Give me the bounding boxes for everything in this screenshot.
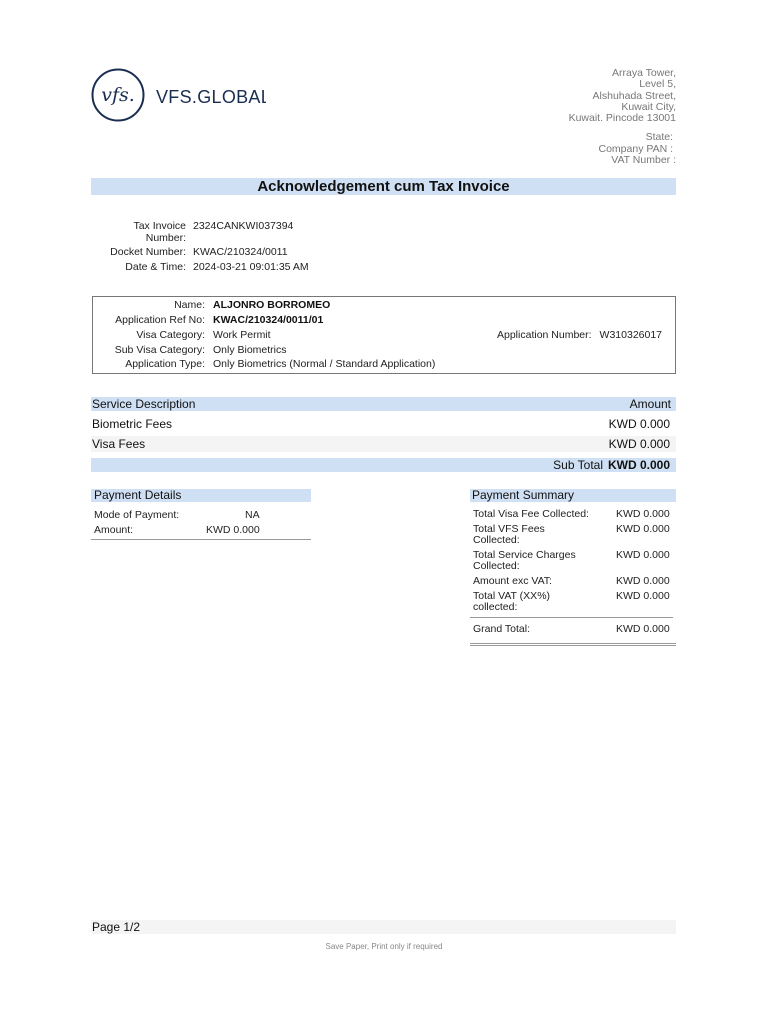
- service-charges-row: [470, 550, 676, 572]
- docket-value: KWAC/210324/0011: [193, 246, 288, 258]
- application-number: [497, 329, 662, 342]
- date-row: [91, 262, 491, 274]
- address-line-4: Kuwait City,: [621, 100, 676, 113]
- visa-category-value: Work Permit: [213, 329, 271, 341]
- state-label: State:: [645, 131, 673, 144]
- payment-summary: [470, 509, 676, 646]
- vfs-logo-mark: [91, 68, 266, 122]
- address-line-2: Level 5,: [639, 78, 676, 91]
- name-row: [93, 299, 330, 312]
- save-paper-note: Save Paper, Print only if required: [325, 942, 443, 951]
- amount-exc-vat-value: KWD 0.000: [616, 575, 670, 587]
- service-name: Visa Fees: [92, 437, 146, 451]
- docket-label: Docket Number:: [110, 246, 186, 258]
- app-type-label: Application Type:: [125, 358, 205, 370]
- tax-invoice-value: 2324CANKWI037394: [193, 220, 294, 232]
- page-number-bar: [91, 920, 676, 934]
- visa-fee-value: KWD 0.000: [616, 508, 670, 520]
- subtotal-value: KWD 0.000: [607, 458, 670, 472]
- service-name: Biometric Fees: [92, 417, 173, 431]
- date-value: 2024-03-21 09:01:35 AM: [193, 260, 309, 273]
- sub-visa-row: [93, 344, 287, 357]
- name-label: Name:: [174, 299, 205, 311]
- grand-total-value: KWD 0.000: [616, 623, 670, 635]
- total-vat-label: Total VAT (XX%) collected:: [473, 590, 551, 613]
- subtotal-label: Sub Total: [553, 458, 603, 472]
- logo-mark-text: vfs.: [101, 84, 135, 106]
- vfs-global-logo: [91, 68, 266, 122]
- total-vat-row: [470, 591, 676, 613]
- mode-of-payment-row: [91, 509, 311, 524]
- application-number-value: W310326017: [599, 329, 663, 341]
- divider: [470, 617, 673, 618]
- date-label: Date & Time:: [125, 260, 186, 273]
- vat-number-label: VAT Number :: [611, 154, 676, 167]
- mode-of-payment-value: NA: [245, 509, 260, 521]
- double-divider: [470, 643, 676, 646]
- total-vat-value: KWD 0.000: [616, 590, 670, 602]
- amount-header: Amount: [629, 397, 671, 411]
- tax-invoice-row: [91, 221, 491, 244]
- invoice-meta: [91, 221, 491, 276]
- service-charges-label: Total Service Charges Collected:: [473, 549, 576, 572]
- vfs-fees-row: [470, 524, 676, 546]
- ref-row: [93, 314, 323, 327]
- table-row: [91, 416, 676, 432]
- page-number: Page 1/2: [92, 920, 141, 934]
- amount-value: KWD 0.000: [206, 524, 260, 536]
- payment-summary-header: Payment Summary: [470, 489, 676, 502]
- subtotal-row: [91, 458, 676, 472]
- invoice-title: Acknowledgement cum Tax Invoice: [91, 178, 676, 195]
- amount-label: Amount:: [94, 524, 134, 536]
- service-amount: KWD 0.000: [608, 417, 670, 431]
- visa-category-label: Visa Category:: [136, 329, 205, 341]
- applicant-details: [92, 296, 676, 374]
- service-amount: KWD 0.000: [608, 437, 670, 451]
- amount-row: [91, 524, 311, 539]
- mode-of-payment-label: Mode of Payment:: [94, 509, 180, 521]
- address-line-3: Alshuhada Street,: [592, 89, 676, 102]
- visa-fee-label: Total Visa Fee Collected:: [473, 508, 589, 520]
- docket-row: [91, 247, 491, 259]
- visa-fee-row: [470, 509, 676, 520]
- sub-visa-value: Only Biometrics: [213, 344, 287, 356]
- vfs-fees-label: Total VFS Fees Collected:: [473, 523, 545, 546]
- vfs-fees-value: KWD 0.000: [616, 523, 670, 535]
- divider: [91, 539, 311, 540]
- app-type-row: [93, 358, 435, 371]
- sub-visa-label: Sub Visa Category:: [114, 344, 205, 356]
- visa-category-row: [93, 329, 271, 342]
- address-line-5: Kuwait. Pincode 13001: [568, 112, 676, 125]
- name-value: ALJONRO BORROMEO: [213, 299, 331, 311]
- logo-name-text: VFS.GLOBAL: [156, 87, 266, 107]
- service-table-header: [91, 397, 676, 411]
- ref-value: KWAC/210324/0011/01: [213, 314, 324, 326]
- application-number-label: Application Number:: [497, 329, 592, 341]
- company-pan-label: Company PAN :: [598, 142, 673, 155]
- company-address: [456, 68, 676, 166]
- grand-total-row: [470, 624, 676, 635]
- amount-exc-vat-row: [470, 576, 676, 587]
- app-type-value: Only Biometrics (Normal / Standard Application): [213, 358, 436, 370]
- service-charges-value: KWD 0.000: [616, 549, 670, 561]
- payment-details-header: Payment Details: [91, 489, 311, 502]
- address-line-1: Arraya Tower,: [612, 67, 676, 79]
- service-description-header: Service Description: [92, 397, 196, 411]
- table-row: [91, 436, 676, 452]
- tax-invoice-label: Tax Invoice Number:: [133, 220, 186, 244]
- ref-label: Application Ref No:: [115, 314, 205, 326]
- grand-total-label: Grand Total:: [473, 623, 531, 635]
- payment-details: [91, 509, 311, 540]
- amount-exc-vat-label: Amount exc VAT:: [473, 575, 552, 587]
